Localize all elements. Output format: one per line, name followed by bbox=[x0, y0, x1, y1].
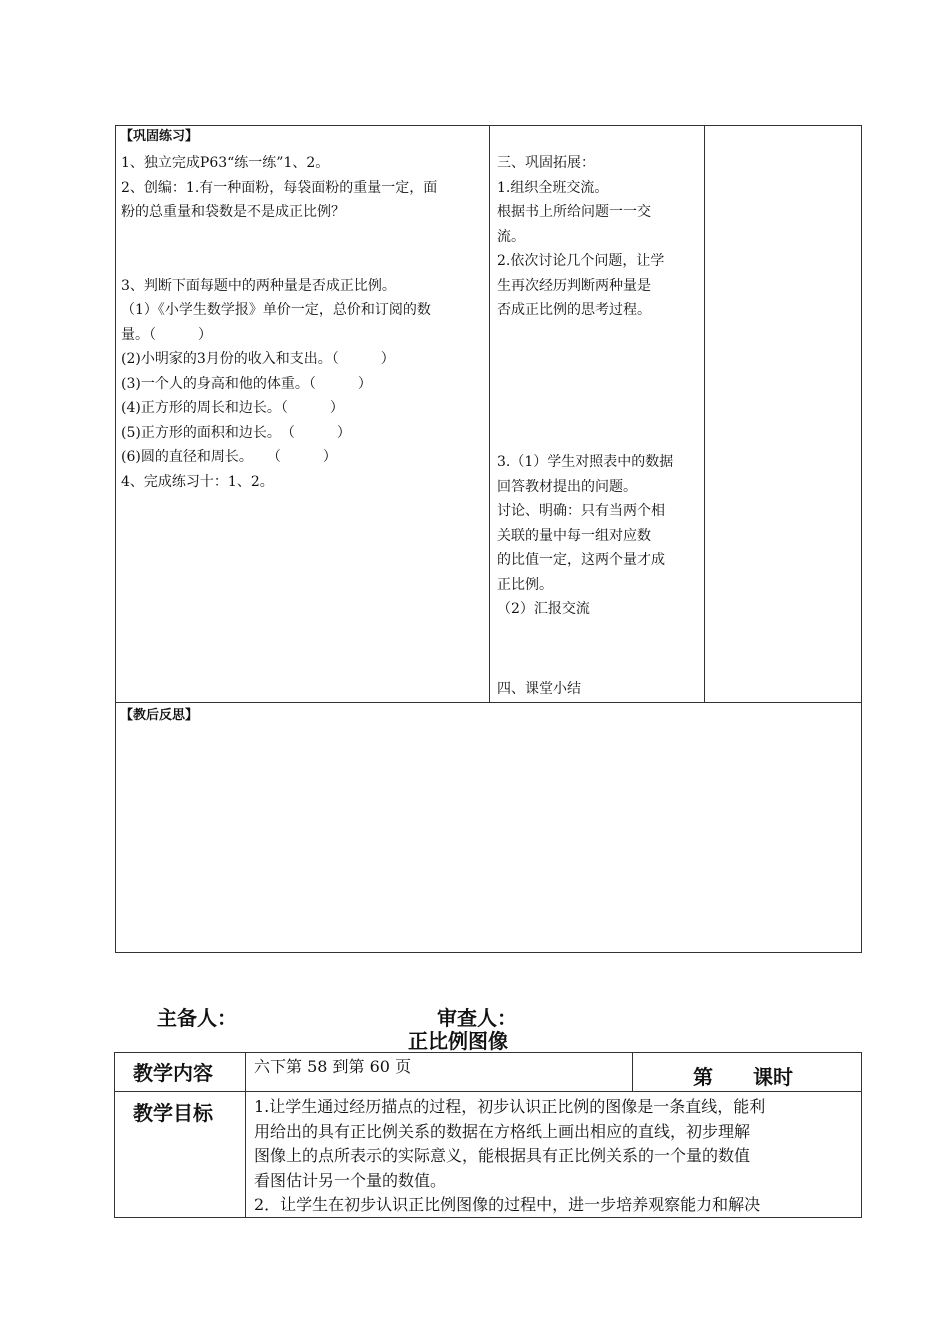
goal-line: 看图估计另一个量的数值。 bbox=[254, 1170, 447, 1190]
goal-line: 图像上的点所表示的实际意义，能根据具有正比例关系的一个量的数值 bbox=[254, 1146, 751, 1165]
activity-line: 2.依次讨论几个问题，让学 bbox=[497, 253, 665, 269]
practice-line: 粉的总重量和袋数是不是成正比例？ bbox=[121, 204, 345, 220]
info-col-divider-1 bbox=[245, 1052, 246, 1218]
activity-line: 的比值一定，这两个量才成 bbox=[497, 552, 665, 568]
practice-col-divider-1 bbox=[489, 125, 490, 703]
info-col-divider-2 bbox=[632, 1052, 633, 1092]
content-label: 教学内容 bbox=[133, 1061, 213, 1085]
practice-line: (5)正方形的面积和边长。 （ ） bbox=[121, 424, 351, 441]
class-summary: 四、课堂小结 bbox=[497, 681, 581, 697]
practice-line: 2、创编：1.有一种面粉，每袋面粉的重量一定，面 bbox=[121, 179, 438, 196]
reflection-heading: 【教后反思】 bbox=[120, 708, 199, 723]
activity-line: 关联的量中每一组对应数 bbox=[497, 527, 651, 544]
practice-line: (6)圆的直径和周长。 （ ） bbox=[121, 449, 337, 465]
activity-line: 否成正比例的思考过程。 bbox=[497, 302, 651, 318]
practice-right-block-1 bbox=[497, 151, 664, 323]
activity-line: 3.（1）学生对照表中的数据 bbox=[497, 454, 674, 470]
activity-line: 根据书上所给问题一一交 bbox=[497, 204, 651, 220]
practice-line: (3)一个人的身高和他的体重。（ ） bbox=[121, 375, 372, 392]
goal-content bbox=[254, 1095, 765, 1218]
practice-line: (4)正方形的周长和边长。（ ） bbox=[121, 400, 344, 416]
activity-line: 正比例。 bbox=[497, 576, 553, 593]
content-value: 六下第 58 到第 60 页 bbox=[254, 1057, 412, 1076]
practice-line: (2)小明家的3月份的收入和支出。（ ） bbox=[121, 351, 395, 367]
activity-line: （2）汇报交流 bbox=[497, 601, 590, 617]
reviewer-label: 审查人： bbox=[437, 1006, 517, 1030]
info-row-divider bbox=[114, 1091, 862, 1092]
practice-line: 4、完成练习十：1、2。 bbox=[121, 473, 274, 490]
activity-line: 1.组织全班交流。 bbox=[497, 179, 609, 196]
activity-line: 三、巩固拓展： bbox=[497, 155, 595, 171]
practice-line: 1、独立完成P63“练一练”1、2。 bbox=[121, 155, 330, 171]
practice-line: 3、判断下面每题中的两种量是否成正比例。 bbox=[121, 277, 396, 294]
goal-line: 用给出的具有正比例关系的数据在方格纸上画出相应的直线，初步理解 bbox=[254, 1121, 751, 1141]
practice-right-block-2 bbox=[497, 450, 673, 622]
practice-col-divider-2 bbox=[704, 125, 705, 703]
practice-line: （1）《小学生数学报》单价一定，总价和订阅的数 bbox=[121, 302, 431, 318]
goal-line: 1.让学生通过经历描点的过程，初步认识正比例的图像是一条直线，能利 bbox=[254, 1097, 766, 1116]
activity-line: 流。 bbox=[497, 228, 525, 245]
practice-line: 量。（ ） bbox=[121, 326, 212, 343]
practice-row-divider bbox=[115, 702, 862, 703]
activity-line: 讨论、明确：只有当两个相 bbox=[497, 503, 665, 519]
period-label: 第 课时 bbox=[693, 1065, 793, 1089]
practice-heading: 【巩固练习】 bbox=[120, 129, 199, 144]
goal-line: 2．让学生在初步认识正比例图像的过程中，进一步培养观察能力和解决 bbox=[254, 1195, 761, 1214]
lesson-title: 正比例图像 bbox=[408, 1029, 508, 1053]
goal-label: 教学目标 bbox=[133, 1101, 213, 1125]
practice-line bbox=[121, 225, 437, 250]
practice-line bbox=[121, 249, 437, 274]
preparer-label: 主备人： bbox=[157, 1006, 237, 1030]
activity-line: 生再次经历判断两种量是 bbox=[497, 277, 651, 294]
activity-line: 回答教材提出的问题。 bbox=[497, 478, 637, 495]
practice-left-content bbox=[121, 151, 437, 494]
